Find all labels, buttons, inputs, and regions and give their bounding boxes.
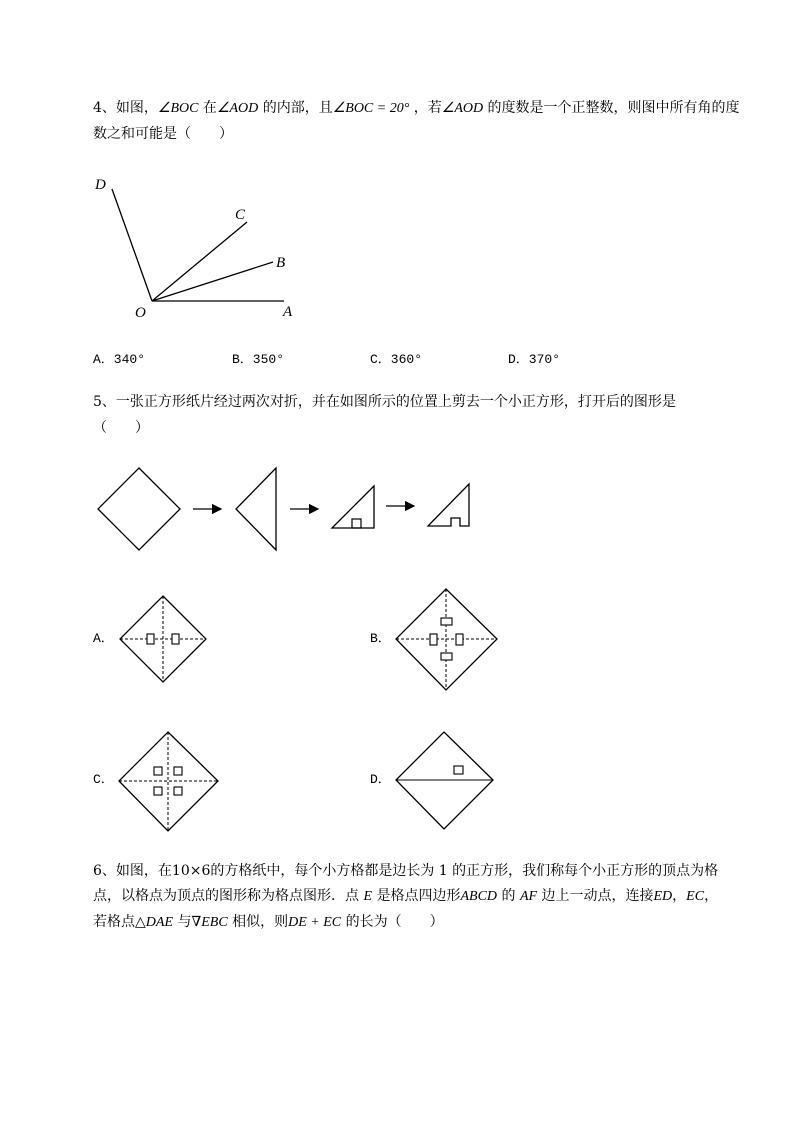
q4-line-1 <box>93 98 740 119</box>
q5-option-c[interactable]: C． <box>93 772 114 787</box>
triangle-dae: DAE <box>145 915 173 930</box>
q4-option-b[interactable]: B．350° <box>232 352 285 367</box>
q4-angle-figure <box>90 170 310 325</box>
q4-text: 的内部，且 <box>258 100 333 116</box>
cut-square <box>352 519 361 528</box>
segment-ed: ED <box>653 889 673 904</box>
label-d: D <box>95 177 106 193</box>
quad-abcd: ABCD <box>460 889 498 904</box>
q4-option-c[interactable]: C．360° <box>370 352 423 367</box>
q6-text: 若格点△ <box>93 914 146 930</box>
q4-text: 的度数是一个正整数，则图中所有角的度 <box>483 100 740 116</box>
q4-option-a[interactable]: A．340° <box>93 352 146 367</box>
fold-2-triangle <box>332 486 374 528</box>
q6-text: ， <box>672 888 687 904</box>
expression-de-ec: DE + EC <box>288 915 342 930</box>
q6-text: 点，以格点为顶点的图形称为格点图形．点 <box>93 888 364 904</box>
q6-text: ， <box>704 888 719 904</box>
square-paper <box>98 468 180 550</box>
label-b: B <box>276 255 286 271</box>
cut-result-shape <box>428 484 469 526</box>
label-a: A <box>283 304 293 320</box>
q5-option-a[interactable]: A． <box>93 631 114 646</box>
ray-od <box>112 189 152 301</box>
q5-fold-sequence <box>90 462 490 562</box>
q6-text: 相似，则 <box>227 914 289 930</box>
segment-af: AF <box>519 889 538 904</box>
q5-option-d-figure[interactable] <box>395 731 495 831</box>
q5-option-b[interactable]: B． <box>370 631 391 646</box>
q4-text: 在 <box>198 100 217 116</box>
fold-1-triangle <box>236 468 276 550</box>
angle-aod: ∠AOD <box>216 101 259 116</box>
q5-line-1: 5、一张正方形纸片经过两次对折，并在如图所示的位置上剪去一个小正方形，打开后的图形是 <box>93 394 676 410</box>
q5-option-a-figure[interactable] <box>118 594 210 686</box>
angle-boc: ∠BOC <box>157 101 199 116</box>
ray-ob <box>152 262 273 301</box>
q4-line-2: 数之和可能是（ ） <box>93 126 233 142</box>
q5-option-b-figure[interactable] <box>395 588 499 692</box>
q6-text: 的 <box>497 888 520 904</box>
q6-text: 边上一动点，连接 <box>537 888 654 904</box>
point-e: E <box>363 889 373 904</box>
triangle-ebc: EBC <box>201 915 228 930</box>
q4-option-d[interactable]: D．370° <box>508 352 561 367</box>
q6-text: 是格点四边形 <box>372 888 461 904</box>
q6-text: 与∇ <box>173 914 202 930</box>
q6-line-2 <box>93 886 718 907</box>
q5-option-c-figure[interactable] <box>118 731 220 833</box>
q6-line-3 <box>93 912 444 933</box>
q5-option-d[interactable]: D． <box>370 772 391 787</box>
label-o: O <box>135 305 146 321</box>
label-c: C <box>235 207 246 223</box>
q5-line-2: （ ） <box>93 420 149 436</box>
angle-aod: ∠AOD <box>441 101 484 116</box>
q4-text: ，若 <box>409 100 442 116</box>
q4-text: 4、如图， <box>93 100 158 116</box>
ray-oc <box>152 222 247 301</box>
segment-ec: EC <box>686 889 705 904</box>
angle-condition: ∠BOC = 20° <box>332 101 410 116</box>
q6-line-1: 6、如图，在10×6的方格纸中，每个小方格都是边长为 1 的正方形，我们称每个小正方形的顶点为格 <box>93 863 719 879</box>
q6-text: 的长为（ ） <box>341 914 444 930</box>
